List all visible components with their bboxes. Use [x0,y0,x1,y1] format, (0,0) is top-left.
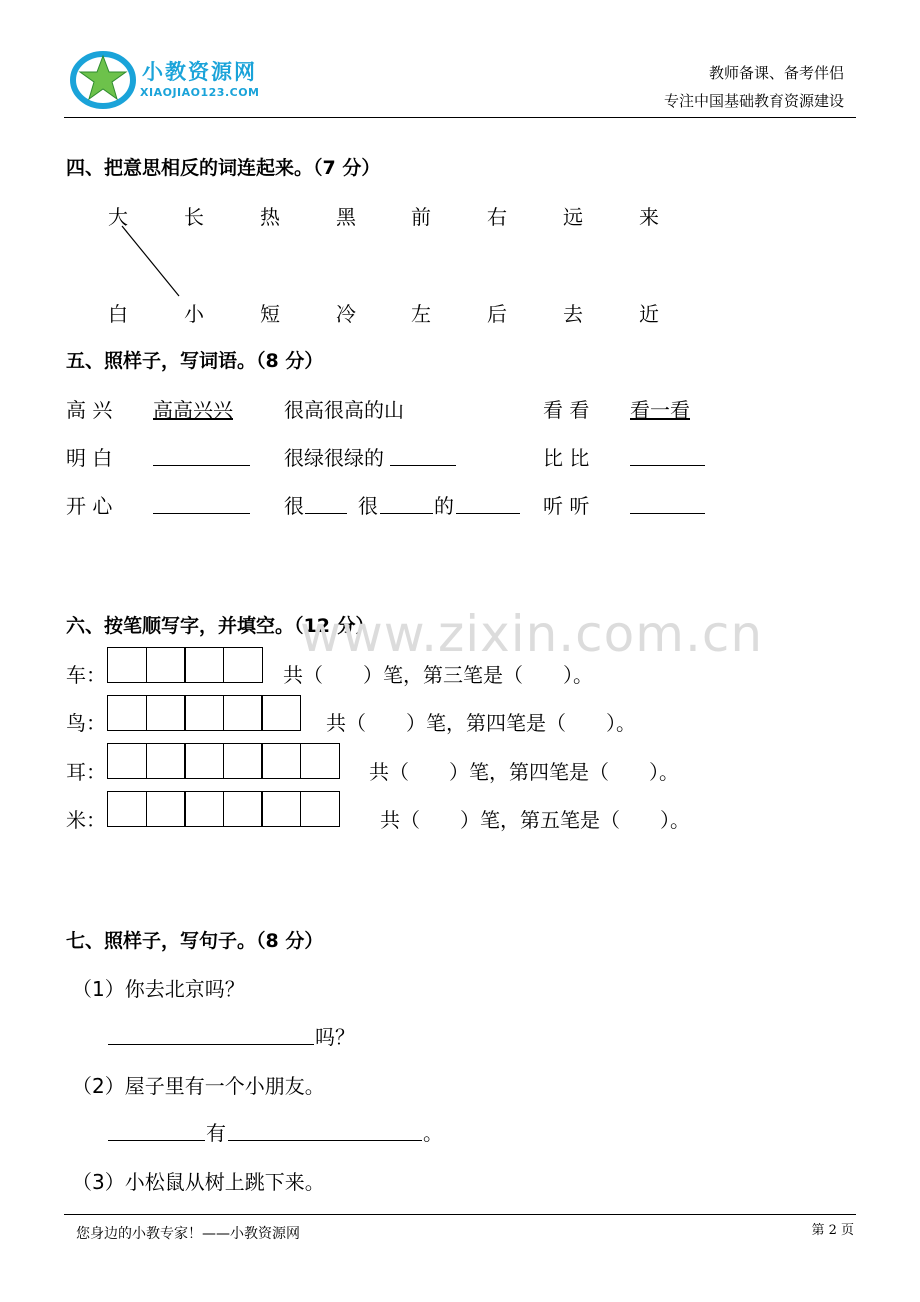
grid-cell[interactable] [146,791,186,827]
grid-cell[interactable] [223,743,263,779]
grid-cell[interactable] [146,647,186,683]
grid-cell[interactable] [223,647,263,683]
q4-top-word: 热 [260,205,280,229]
q5-word: 看 看 [543,398,590,422]
q7-answer-blank[interactable] [108,1140,205,1141]
q4-title: 四、把意思相反的词连起来。（7 分） [66,157,381,179]
q6-stroke-grid[interactable] [107,695,300,731]
q7-title: 七、照样子，写句子。（8 分） [66,930,324,952]
q6-stroke-grid[interactable] [107,647,261,683]
q6-fill-text: 共（ ）笔，第四笔是（ ）。 [326,711,636,735]
grid-cell[interactable] [184,647,224,683]
q4-bottom-word: 白 [108,302,128,326]
q4-top-word: 大 [108,205,128,229]
header-tagline-1: 教师备课、备考伴侣 [708,64,844,82]
q7-example-sentence: （2）屋子里有一个小朋友。 [72,1074,325,1098]
q5-phrase-part: 很 [358,494,378,518]
grid-cell[interactable] [184,791,224,827]
q4-bottom-word: 后 [487,302,507,326]
grid-cell[interactable] [223,695,263,731]
q4-top-word: 前 [411,205,431,229]
q5-word: 高 兴 [66,398,113,422]
q7-blank-connector: 有 [206,1121,226,1145]
grid-cell[interactable] [107,695,147,731]
q6-stroke-grid[interactable] [107,791,338,827]
q5-word: 明 白 [66,446,113,470]
grid-cell[interactable] [107,647,147,683]
grid-cell[interactable] [300,743,340,779]
grid-cell[interactable] [184,695,224,731]
q4-bottom-word: 冷 [336,302,356,326]
q4-bottom-word: 小 [184,302,204,326]
q4-example-connector-line [0,0,920,320]
q4-bottom-word: 近 [639,302,659,326]
page-number: 第 2 页 [811,1223,854,1238]
q6-char-label: 鸟： [66,711,106,735]
q6-char-label: 耳： [66,760,106,784]
q7-example-sentence: （3）小松鼠从树上跳下来。 [72,1170,325,1194]
header-tagline-2: 专注中国基础教育资源建设 [663,92,844,110]
grid-cell[interactable] [261,695,301,731]
q5-word: 开 心 [66,494,113,518]
q4-top-word: 黑 [336,205,356,229]
q5-answer-blank[interactable] [456,513,520,514]
q4-top-word: 右 [487,205,507,229]
logo-text-en: XIAOJIAO123.COM [140,86,260,99]
grid-cell[interactable] [261,791,301,827]
grid-cell[interactable] [261,743,301,779]
q4-bottom-word: 左 [411,302,431,326]
watermark: www.zixin.com.cn [300,605,764,663]
q5-answer-blank[interactable] [380,513,433,514]
q6-char-label: 米： [66,808,106,832]
q5-answer-blank[interactable] [630,465,705,466]
q5-answer-blank[interactable] [153,465,250,466]
q5-answer-blank[interactable] [305,513,347,514]
q4-top-word: 远 [563,205,583,229]
q4-bottom-word: 短 [260,302,280,326]
q7-blank-end: 。 [423,1121,443,1145]
q5-word: 比 比 [543,446,590,470]
q5-title: 五、照样子，写词语。（8 分） [66,350,324,372]
q6-fill-text: 共（ ）笔，第五笔是（ ）。 [380,808,690,832]
grid-cell[interactable] [223,791,263,827]
q4-top-word: 长 [184,205,204,229]
grid-cell[interactable] [107,743,147,779]
q6-title: 六、按笔顺写字，并填空。（12 分） [66,615,375,637]
footer-divider [64,1214,856,1215]
grid-cell[interactable] [107,791,147,827]
q6-fill-text: 共（ ）笔，第三笔是（ ）。 [283,663,593,687]
q5-phrase: 很绿很绿的 [284,446,384,470]
grid-cell[interactable] [300,791,340,827]
q6-char-label: 车： [66,663,106,687]
q5-word: 听 听 [543,494,590,518]
q4-bottom-word: 去 [563,302,583,326]
grid-cell[interactable] [184,743,224,779]
q7-answer-blank[interactable] [108,1044,314,1045]
q5-phrase: 很高很高的山 [284,398,404,422]
q7-example-sentence: （1）你去北京吗？ [72,977,245,1001]
logo-text-cn: 小教资源网 [142,60,257,84]
q5-phrase-part: 的 [434,494,454,518]
q7-blank-suffix: 吗？ [315,1025,355,1049]
q4-top-word: 来 [639,205,659,229]
q6-stroke-grid[interactable] [107,743,338,779]
grid-cell[interactable] [146,743,186,779]
q7-answer-blank[interactable] [228,1140,422,1141]
q5-answer-blank[interactable] [390,465,456,466]
grid-cell[interactable] [146,695,186,731]
footer-slogan: 您身边的小教专家！——小教资源网 [76,1226,300,1242]
q5-answer-blank[interactable] [630,513,705,514]
q5-example-answer: 高高兴兴 [153,398,233,422]
q5-answer-blank[interactable] [153,513,250,514]
q6-fill-text: 共（ ）笔，第四笔是（ ）。 [369,760,679,784]
q5-example-answer: 看一看 [630,398,690,422]
q5-phrase-part: 很 [284,494,304,518]
